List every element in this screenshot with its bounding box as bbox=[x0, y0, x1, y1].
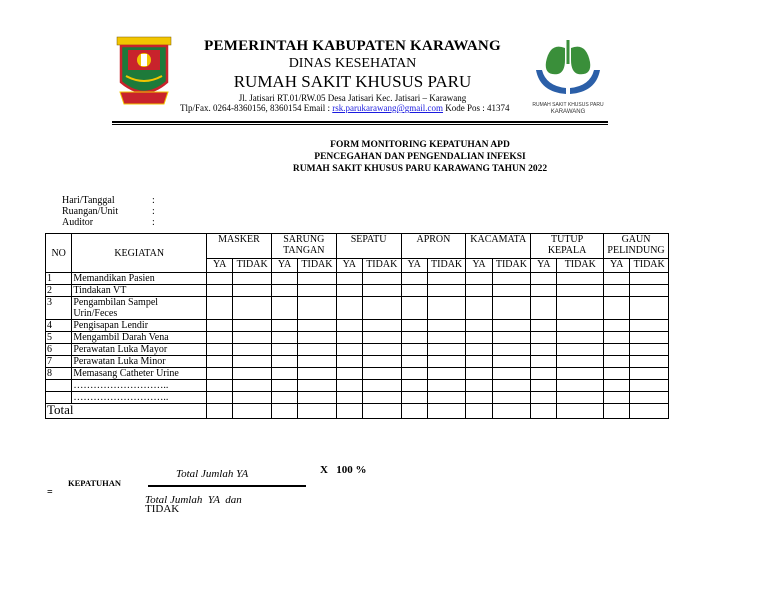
check-cell[interactable] bbox=[298, 320, 337, 332]
apd-group-header bbox=[466, 234, 531, 259]
ya-header: YA bbox=[531, 259, 557, 273]
check-cell[interactable] bbox=[401, 273, 427, 285]
header-government: PEMERINTAH KABUPATEN KARAWANG bbox=[204, 38, 501, 54]
check-cell[interactable] bbox=[557, 356, 604, 368]
check-cell[interactable] bbox=[604, 320, 630, 332]
check-cell[interactable] bbox=[271, 392, 297, 404]
check-cell[interactable] bbox=[298, 297, 337, 320]
table-row bbox=[46, 332, 669, 344]
check-cell[interactable] bbox=[466, 392, 492, 404]
row-number: 3 bbox=[46, 297, 72, 320]
apd-group-header bbox=[604, 234, 669, 259]
check-cell[interactable] bbox=[271, 332, 297, 344]
check-cell[interactable] bbox=[427, 380, 465, 392]
check-cell[interactable] bbox=[363, 392, 402, 404]
check-cell[interactable] bbox=[427, 297, 465, 320]
check-cell[interactable] bbox=[630, 285, 669, 297]
check-cell[interactable] bbox=[427, 368, 465, 380]
check-cell[interactable] bbox=[298, 344, 337, 356]
check-cell[interactable] bbox=[557, 297, 604, 320]
check-cell[interactable] bbox=[531, 285, 557, 297]
check-cell[interactable] bbox=[557, 273, 604, 285]
check-cell[interactable] bbox=[401, 344, 427, 356]
check-cell[interactable] bbox=[336, 380, 362, 392]
row-kegiatan bbox=[72, 320, 207, 332]
ya-header: YA bbox=[604, 259, 630, 273]
check-cell[interactable] bbox=[298, 356, 337, 368]
row-kegiatan bbox=[72, 380, 207, 392]
tidak-header: TIDAK bbox=[492, 259, 530, 273]
check-cell[interactable] bbox=[298, 273, 337, 285]
row-kegiatan bbox=[72, 356, 207, 368]
total-cell[interactable] bbox=[604, 404, 630, 419]
check-cell[interactable] bbox=[207, 356, 233, 368]
table-row bbox=[46, 392, 669, 404]
check-cell[interactable] bbox=[630, 380, 669, 392]
apd-group-header bbox=[207, 234, 272, 259]
kegiatan-text: Memandikan Pasien bbox=[73, 273, 155, 284]
check-cell[interactable] bbox=[531, 273, 557, 285]
formula-fraction-bar bbox=[148, 485, 306, 487]
tidak-header: TIDAK bbox=[298, 259, 337, 273]
check-cell[interactable] bbox=[531, 380, 557, 392]
kegiatan-text: Perawatan Luka Mayor bbox=[73, 344, 168, 355]
kegiatan-text: Mengambil Darah Vena bbox=[73, 332, 169, 343]
check-cell[interactable] bbox=[466, 356, 492, 368]
tidak-header: TIDAK bbox=[363, 259, 402, 273]
check-cell[interactable] bbox=[363, 320, 402, 332]
kegiatan-text: Tindakan VT bbox=[73, 285, 127, 296]
row-number bbox=[46, 392, 72, 404]
check-cell[interactable] bbox=[604, 332, 630, 344]
apd-group-label: KEPALA bbox=[547, 245, 587, 256]
total-cell[interactable] bbox=[531, 404, 557, 419]
check-cell[interactable] bbox=[271, 285, 297, 297]
check-cell[interactable] bbox=[271, 297, 297, 320]
check-cell[interactable] bbox=[401, 392, 427, 404]
tidak-header: TIDAK bbox=[233, 259, 271, 273]
table-row bbox=[46, 356, 669, 368]
total-cell[interactable] bbox=[427, 404, 465, 419]
check-cell[interactable] bbox=[207, 392, 233, 404]
check-cell[interactable] bbox=[427, 285, 465, 297]
check-cell[interactable] bbox=[298, 392, 337, 404]
check-cell[interactable] bbox=[604, 273, 630, 285]
check-cell[interactable] bbox=[531, 356, 557, 368]
formula-times-100: X 100 % bbox=[320, 464, 367, 476]
check-cell[interactable] bbox=[557, 380, 604, 392]
row-number: 8 bbox=[46, 368, 72, 380]
row-kegiatan bbox=[72, 344, 207, 356]
check-cell[interactable] bbox=[207, 297, 233, 320]
check-cell[interactable] bbox=[363, 297, 402, 320]
total-cell[interactable] bbox=[207, 404, 233, 419]
check-cell[interactable] bbox=[492, 320, 530, 332]
check-cell[interactable] bbox=[492, 297, 530, 320]
meta-label: Auditor bbox=[62, 217, 94, 228]
apd-group-header bbox=[271, 234, 336, 259]
row-number bbox=[46, 380, 72, 392]
ya-header: YA bbox=[207, 259, 233, 273]
check-cell[interactable] bbox=[363, 356, 402, 368]
meta-colon: : bbox=[152, 217, 155, 228]
apd-group-label: TANGAN bbox=[283, 245, 325, 256]
apd-group-label: GAUN bbox=[621, 234, 651, 245]
karawang-crest-logo bbox=[116, 36, 172, 108]
check-cell[interactable] bbox=[271, 344, 297, 356]
kegiatan-text: Pengambilan Sampel bbox=[73, 297, 159, 308]
tidak-header: TIDAK bbox=[427, 259, 465, 273]
check-cell[interactable] bbox=[207, 285, 233, 297]
header-rule-thick bbox=[112, 121, 608, 123]
check-cell[interactable] bbox=[401, 380, 427, 392]
check-cell[interactable] bbox=[336, 320, 362, 332]
kegiatan-text: ……………………….. bbox=[73, 380, 169, 391]
ya-header: YA bbox=[271, 259, 297, 273]
meta-auditor bbox=[62, 217, 155, 228]
kegiatan-text: Urin/Feces bbox=[73, 308, 118, 319]
check-cell[interactable] bbox=[401, 320, 427, 332]
row-kegiatan bbox=[72, 285, 207, 297]
check-cell[interactable] bbox=[531, 368, 557, 380]
ya-header: YA bbox=[466, 259, 492, 273]
meta-hari-tanggal bbox=[62, 195, 155, 206]
check-cell[interactable] bbox=[336, 344, 362, 356]
check-cell[interactable] bbox=[531, 392, 557, 404]
check-cell[interactable] bbox=[233, 320, 271, 332]
check-cell[interactable] bbox=[630, 356, 669, 368]
check-cell[interactable] bbox=[630, 392, 669, 404]
check-cell[interactable] bbox=[233, 368, 271, 380]
check-cell[interactable] bbox=[427, 344, 465, 356]
form-title-3: RUMAH SAKIT KHUSUS PARU KARAWANG TAHUN 2022 bbox=[292, 164, 548, 174]
check-cell[interactable] bbox=[630, 332, 669, 344]
check-cell[interactable] bbox=[630, 273, 669, 285]
check-cell[interactable] bbox=[401, 285, 427, 297]
check-cell[interactable] bbox=[233, 392, 271, 404]
apd-group-header bbox=[401, 234, 466, 259]
check-cell[interactable] bbox=[336, 392, 362, 404]
total-cell[interactable] bbox=[336, 404, 362, 419]
check-cell[interactable] bbox=[604, 380, 630, 392]
check-cell[interactable] bbox=[492, 368, 530, 380]
formula-equals: = bbox=[47, 487, 53, 498]
check-cell[interactable] bbox=[207, 368, 233, 380]
check-cell[interactable] bbox=[207, 273, 233, 285]
apd-group-label: APRON bbox=[416, 234, 451, 245]
total-label: Total bbox=[46, 404, 207, 419]
check-cell[interactable] bbox=[427, 332, 465, 344]
check-cell[interactable] bbox=[531, 320, 557, 332]
formula-denominator-2: TIDAK bbox=[145, 503, 180, 515]
check-cell[interactable] bbox=[207, 320, 233, 332]
total-cell[interactable] bbox=[466, 404, 492, 419]
kegiatan-text: Memasang Catheter Urine bbox=[73, 368, 179, 379]
total-cell[interactable] bbox=[492, 404, 530, 419]
check-cell[interactable] bbox=[466, 273, 492, 285]
meta-label: Hari/Tanggal bbox=[62, 195, 115, 206]
check-cell[interactable] bbox=[466, 368, 492, 380]
kegiatan-text: Perawatan Luka Minor bbox=[73, 356, 166, 367]
ya-header: YA bbox=[336, 259, 362, 273]
check-cell[interactable] bbox=[531, 332, 557, 344]
check-cell[interactable] bbox=[336, 285, 362, 297]
check-cell[interactable] bbox=[271, 273, 297, 285]
check-cell[interactable] bbox=[630, 344, 669, 356]
total-cell[interactable] bbox=[271, 404, 297, 419]
check-cell[interactable] bbox=[207, 332, 233, 344]
row-number: 7 bbox=[46, 356, 72, 368]
check-cell[interactable] bbox=[298, 380, 337, 392]
total-cell[interactable] bbox=[630, 404, 669, 419]
table-row bbox=[46, 344, 669, 356]
check-cell[interactable] bbox=[271, 368, 297, 380]
header-address: Jl. Jatisari RT.01/RW.05 Desa Jatisari Kec. Jatisari – Karawang bbox=[238, 93, 467, 103]
form-title-2: PENCEGAHAN DAN PENGENDALIAN INFEKSI bbox=[314, 152, 526, 162]
check-cell[interactable] bbox=[336, 368, 362, 380]
header-email[interactable]: rsk.parukarawang@gmail.com bbox=[332, 103, 444, 113]
apd-group-label: SARUNG bbox=[283, 234, 325, 245]
header-contact bbox=[180, 103, 525, 113]
header-department: DINAS KESEHATAN bbox=[288, 56, 417, 71]
check-cell[interactable] bbox=[233, 344, 271, 356]
total-cell[interactable] bbox=[298, 404, 337, 419]
tidak-header: TIDAK bbox=[630, 259, 669, 273]
check-cell[interactable] bbox=[363, 344, 402, 356]
rsk-logo-text-1: RUMAH SAKIT KHUSUS PARU bbox=[532, 102, 604, 108]
row-kegiatan bbox=[72, 297, 207, 320]
row-number: 5 bbox=[46, 332, 72, 344]
check-cell[interactable] bbox=[233, 273, 271, 285]
row-kegiatan bbox=[72, 392, 207, 404]
meta-ruangan-unit bbox=[62, 206, 155, 217]
check-cell[interactable] bbox=[401, 368, 427, 380]
tidak-header: TIDAK bbox=[557, 259, 604, 273]
row-kegiatan bbox=[72, 273, 207, 285]
check-cell[interactable] bbox=[557, 344, 604, 356]
check-cell[interactable] bbox=[298, 332, 337, 344]
kegiatan-text: Pengisapan Lendir bbox=[73, 320, 149, 331]
form-title-1: FORM MONITORING KEPATUHAN APD bbox=[330, 140, 510, 150]
table-row bbox=[46, 273, 669, 285]
check-cell[interactable] bbox=[466, 380, 492, 392]
check-cell[interactable] bbox=[557, 320, 604, 332]
check-cell[interactable] bbox=[427, 356, 465, 368]
apd-group-label: SEPATU bbox=[350, 234, 387, 245]
header-phone: Tlp/Fax. 0264-8360156, 8360154 Email : bbox=[180, 103, 333, 113]
table-row bbox=[46, 297, 669, 320]
formula-kepatuhan-label: KEPATUHAN bbox=[68, 478, 122, 488]
check-cell[interactable] bbox=[233, 297, 271, 320]
row-kegiatan bbox=[72, 368, 207, 380]
header-hospital-name: RUMAH SAKIT KHUSUS PARU bbox=[233, 72, 472, 91]
check-cell[interactable] bbox=[207, 380, 233, 392]
total-cell[interactable] bbox=[401, 404, 427, 419]
row-number: 2 bbox=[46, 285, 72, 297]
apd-group-label: MASKER bbox=[218, 234, 260, 245]
check-cell[interactable] bbox=[427, 273, 465, 285]
check-cell[interactable] bbox=[604, 285, 630, 297]
check-cell[interactable] bbox=[630, 320, 669, 332]
apd-group-header bbox=[531, 234, 604, 259]
meta-colon: : bbox=[152, 195, 155, 206]
total-cell[interactable] bbox=[363, 404, 402, 419]
check-cell[interactable] bbox=[557, 332, 604, 344]
check-cell[interactable] bbox=[233, 356, 271, 368]
check-cell[interactable] bbox=[363, 332, 402, 344]
check-cell[interactable] bbox=[427, 320, 465, 332]
header-rule-thin bbox=[112, 124, 608, 125]
check-cell[interactable] bbox=[271, 320, 297, 332]
check-cell[interactable] bbox=[298, 285, 337, 297]
check-cell[interactable] bbox=[336, 332, 362, 344]
row-number: 1 bbox=[46, 273, 72, 285]
check-cell[interactable] bbox=[557, 285, 604, 297]
check-cell[interactable] bbox=[401, 297, 427, 320]
apd-monitoring-table bbox=[45, 233, 669, 419]
no-header: NO bbox=[46, 234, 72, 273]
check-cell[interactable] bbox=[466, 285, 492, 297]
check-cell[interactable] bbox=[401, 332, 427, 344]
total-cell[interactable] bbox=[233, 404, 271, 419]
check-cell[interactable] bbox=[492, 356, 530, 368]
table-row bbox=[46, 368, 669, 380]
check-cell[interactable] bbox=[466, 344, 492, 356]
apd-group-label: PELINDUNG bbox=[607, 245, 665, 256]
check-cell[interactable] bbox=[363, 273, 402, 285]
formula-denominator-1: Total Jumlah YA dan bbox=[145, 494, 242, 506]
check-cell[interactable] bbox=[233, 332, 271, 344]
check-cell[interactable] bbox=[604, 368, 630, 380]
check-cell[interactable] bbox=[466, 320, 492, 332]
apd-group-header bbox=[336, 234, 401, 259]
check-cell[interactable] bbox=[604, 344, 630, 356]
kegiatan-text: ……………………….. bbox=[73, 392, 169, 403]
check-cell[interactable] bbox=[233, 380, 271, 392]
check-cell[interactable] bbox=[531, 344, 557, 356]
check-cell[interactable] bbox=[492, 344, 530, 356]
meta-colon: : bbox=[152, 206, 155, 217]
check-cell[interactable] bbox=[271, 356, 297, 368]
check-cell[interactable] bbox=[557, 392, 604, 404]
check-cell[interactable] bbox=[531, 297, 557, 320]
check-cell[interactable] bbox=[233, 285, 271, 297]
check-cell[interactable] bbox=[630, 297, 669, 320]
total-row bbox=[46, 404, 669, 419]
kegiatan-header: KEGIATAN bbox=[72, 234, 207, 273]
apd-group-label: KACAMATA bbox=[470, 234, 527, 245]
table-row bbox=[46, 380, 669, 392]
ya-header: YA bbox=[401, 259, 427, 273]
check-cell[interactable] bbox=[336, 273, 362, 285]
check-cell[interactable] bbox=[492, 380, 530, 392]
check-cell[interactable] bbox=[336, 356, 362, 368]
group-header-row bbox=[46, 234, 669, 259]
apd-group-label: TUTUP bbox=[550, 234, 584, 245]
check-cell[interactable] bbox=[363, 380, 402, 392]
check-cell[interactable] bbox=[427, 392, 465, 404]
check-cell[interactable] bbox=[363, 368, 402, 380]
check-cell[interactable] bbox=[492, 285, 530, 297]
check-cell[interactable] bbox=[492, 392, 530, 404]
check-cell[interactable] bbox=[630, 368, 669, 380]
row-number: 4 bbox=[46, 320, 72, 332]
check-cell[interactable] bbox=[466, 332, 492, 344]
check-cell[interactable] bbox=[604, 392, 630, 404]
check-cell[interactable] bbox=[271, 380, 297, 392]
check-cell[interactable] bbox=[492, 273, 530, 285]
header-postal: Kode Pos : 41374 bbox=[443, 103, 510, 113]
check-cell[interactable] bbox=[207, 344, 233, 356]
check-cell[interactable] bbox=[298, 368, 337, 380]
check-cell[interactable] bbox=[466, 297, 492, 320]
table-row bbox=[46, 285, 669, 297]
meta-label: Ruangan/Unit bbox=[62, 206, 119, 217]
row-kegiatan bbox=[72, 332, 207, 344]
row-number: 6 bbox=[46, 344, 72, 356]
rsk-paru-logo bbox=[532, 34, 604, 116]
formula-numerator: Total Jumlah YA bbox=[176, 468, 249, 480]
total-cell[interactable] bbox=[557, 404, 604, 419]
check-cell[interactable] bbox=[401, 356, 427, 368]
table-row bbox=[46, 320, 669, 332]
check-cell[interactable] bbox=[336, 297, 362, 320]
rsk-logo-text-2: KARAWANG bbox=[550, 109, 586, 115]
check-cell[interactable] bbox=[557, 368, 604, 380]
check-cell[interactable] bbox=[604, 356, 630, 368]
check-cell[interactable] bbox=[604, 297, 630, 320]
check-cell[interactable] bbox=[363, 285, 402, 297]
check-cell[interactable] bbox=[492, 332, 530, 344]
